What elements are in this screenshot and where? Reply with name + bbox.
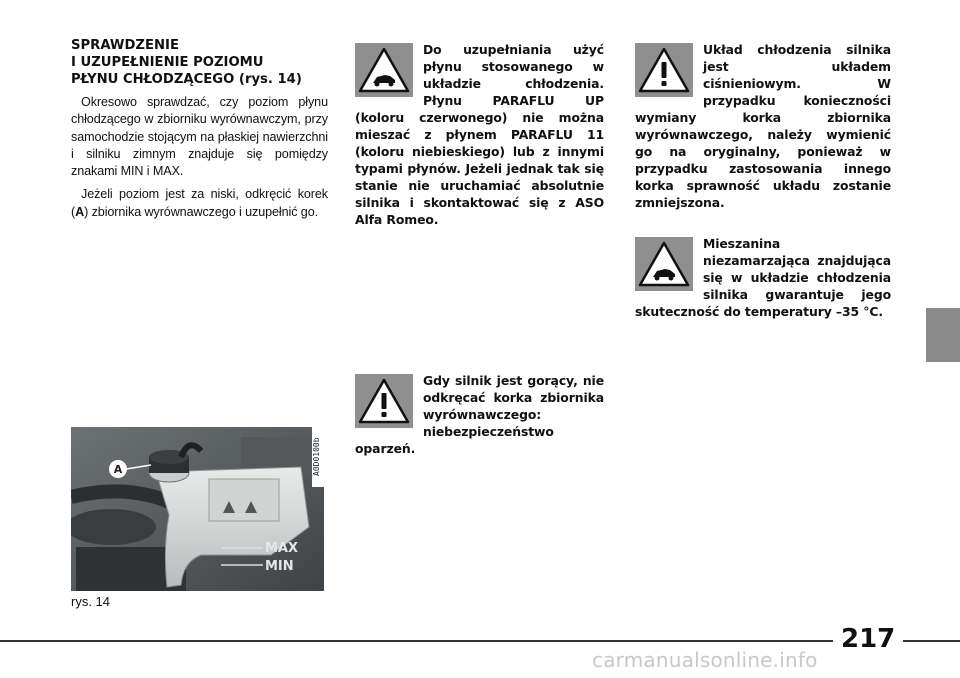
warning-antifreeze-text: Mieszanina niezamarzająca znajdująca się w układzie chłodzenia silnika gwarantuje jego skuteczność do temperatury –35 °C. <box>635 236 891 319</box>
heading-figure-ref: (rys. 14) <box>238 72 302 87</box>
warning-hot-engine <box>355 372 604 457</box>
para2-end: ) zbiornika wyrównawczego i uzupełnić go. <box>84 204 319 219</box>
chapter-side-tab <box>926 308 960 362</box>
watermark-text: carmanualsonline.info <box>592 648 818 672</box>
reservoir-illustration <box>71 427 324 591</box>
heading-line-3: PŁYNU CHŁODZĄCEGO <box>71 72 235 87</box>
paragraph-refill <box>71 186 328 221</box>
section-heading <box>71 37 328 88</box>
para2-cap-label: A <box>75 204 85 219</box>
max-mark-label: MAX <box>265 541 299 556</box>
warning-refill-text: Do uzupełniania użyć płynu stosowanego w układzie chłodzenia. Płynu PARAFLU UP (koloru czerwonego) nie można mieszać z płynem PARAFLU 11 (koloru niebieskiego) lub z innymi typami płynów. Jeżeli jednak tak się stanie nie uruchamiać absolutnie silnika i skontaktować się z ASO Alfa Romeo. <box>355 42 604 227</box>
warning-pressure-text: Układ chłodzenia silnika jest układem ciśnieniowym. W przypadku konieczności wymiany korka zbiornika wyrównawczego, należy wymienić go na oryginalny, ponieważ w przypadku zastosowania innego korka sprawność układu zostanie zmniejszona. <box>635 42 891 210</box>
warning-refill <box>355 41 604 228</box>
figure-caption: rys. 14 <box>71 594 111 609</box>
heading-line-1: SPRAWDZENIE <box>71 38 179 53</box>
para2-start: Jeżeli poziom jest za niski, odkręcić korek ( <box>71 187 328 219</box>
exclamation-warning-icon <box>635 43 693 97</box>
warning-antifreeze <box>635 235 891 320</box>
car-warning-icon <box>635 237 693 291</box>
cap-callout-label: A <box>113 463 123 476</box>
paragraph-check-level: Okresowo sprawdzać, czy poziom płynu chłodzącego w zbiorniku wyrównawczym, przy samochodzie stojącym na płaskiej nawierzchni i silniku zimnym znajduje się pomiędzy znakami MIN i MAX. <box>71 95 328 179</box>
min-mark-label: MIN <box>265 559 294 574</box>
warning-hot-engine-text: Gdy silnik jest gorący, nie odkręcać korka zbiornika wyrównawczego: niebezpieczeństwo oparzeń. <box>355 373 604 456</box>
left-column <box>71 37 328 221</box>
exclamation-warning-icon <box>355 374 413 428</box>
page-number: 217 <box>833 624 903 654</box>
heading-line-2: I UZUPEŁNIENIE POZIOMU <box>71 55 264 70</box>
figure-code: A0D0100b <box>312 427 324 487</box>
footer-rule <box>0 640 960 642</box>
car-warning-icon <box>355 43 413 97</box>
warning-pressure <box>635 41 891 211</box>
reservoir-photo <box>71 427 324 591</box>
